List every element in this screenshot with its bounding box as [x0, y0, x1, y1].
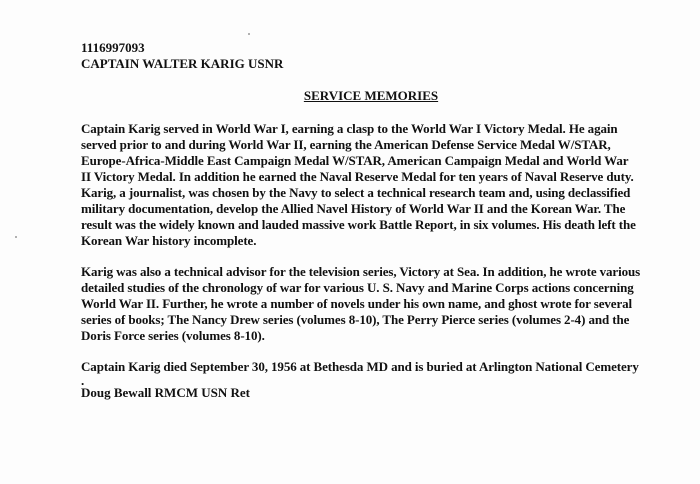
signature: Doug Bewall RMCM USN Ret	[81, 385, 250, 400]
document-id: 1116997093	[81, 40, 145, 55]
scan-speck	[248, 33, 250, 35]
paragraph-service: Captain Karig served in World War I, earning a clasp to the World War I Victory Medal. He again served prior to and during World War II, earning the American Defense Service Medal W/STAR, Europe-Africa-Middle East Campaign Medal W/STAR, American Campaign Medal and World War II Victory Medal. In addition he earned the Naval Reserve Medal for ten years of Naval Reserve duty. Karig, a journalist, was chosen by the Navy to select a technical research team and, using declassified military documentation, develop the Allied Navel History of World War II and the Korean War. The result was the widely known and lauded massive work Battle Report, in six volumes. His death left the Korean War history incomplete.	[81, 121, 636, 248]
scan-speck	[15, 236, 17, 238]
paragraph-advisor: Karig was also a technical advisor for the television series, Victory at Sea. In addition, he wrote various detailed studies of the chronology of war for various U. S. Navy and Marine Corps actions concerning World War II. Further, he wrote a number of novels under his own name, and ghost wrote for several series of books; The Nancy Drew series (volumes 8-10), The Perry Pierce series (volumes 2-4) and the Doris Force series (volumes 8-10).	[81, 264, 641, 343]
separator-dot: .	[81, 373, 85, 388]
document-title: SERVICE MEMORIES	[303, 88, 439, 103]
document-body	[81, 40, 641, 401]
paragraph-death: Captain Karig died September 30, 1956 at Bethesda MD and is buried at Arlington National Cemetery	[81, 359, 639, 374]
document-subject: CAPTAIN WALTER KARIG USNR	[81, 56, 284, 71]
